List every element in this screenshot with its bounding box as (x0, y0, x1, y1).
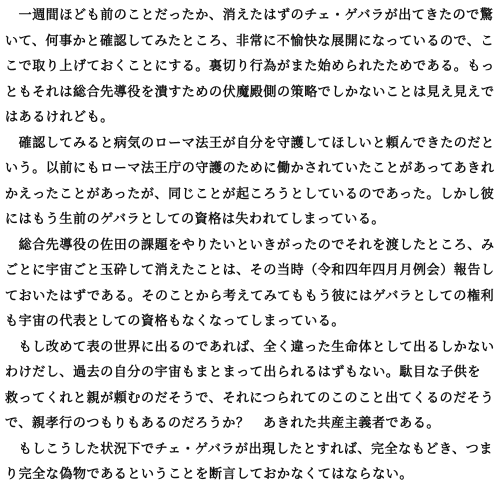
text-line: もし改めて表の世界に出るのであれば、全く違った生命体として出るしかない (5, 339, 495, 355)
text-line: り完全な偽物であるということを断言しておかなくてはならない。 (5, 467, 414, 482)
text-line: 総合先導役の佐田の課題をやりたいといきがったのでそれを渡したところ、み (5, 237, 495, 253)
text-line: 一週間ほども前のことだったか、消えたはずのチェ・ゲバラが出てきたので驚 (5, 8, 494, 23)
text-line: 確認してみると病気のローマ法王が自分を守護してほしいと頼んできたのだと (5, 135, 495, 151)
text-line: もしこうした状況下でチェ・ゲバラが出現したとすれば、完全なもどき、つま (5, 441, 493, 457)
text-line: も宇宙の代表としての資格もなくなってしまっている。 (5, 314, 346, 329)
text-line: ともそれは総合先導役を潰すための伏魔殿側の策略でしかないことは見え見えで (5, 84, 495, 100)
text-line: 救ってくれと親が頼むのだそうで、それにつられてのこのこと出てくるのだそう (5, 390, 495, 406)
text-line: わけだし、過去の自分の宇宙もまとまって出られるはずもない。駄目な子供を (5, 365, 482, 380)
text-line: かえったことがあったが、同じことが起ころうとしているのであった。しかし彼 (5, 186, 495, 202)
text-line: ごとに宇宙ごと玉砕して消えたことは、その当時（令和四年四月月例会）報告し (5, 263, 495, 278)
text-line: はあるけれども。 (5, 110, 114, 125)
document-body (5, 3, 499, 488)
text-line: いう。以前にもローマ法王庁の守護のために働かされていたことがあってあきれ (5, 161, 495, 176)
text-line: ておいたはずである。そのことから考えてみてももう彼にはゲバラとしての権利 (5, 288, 495, 304)
text-line: にはもう生前のゲバラとしての資格は失われてしまっている。 (5, 212, 386, 227)
text-line: こで取り上げておくことにする。裏切り行為がまた始められたためである。もっ (5, 59, 495, 74)
text-line: で、親孝行のつもりもあるのだろうか？ あきれた共産主義者である。 (5, 416, 440, 431)
text-line: いて、何事かと確認してみたところ、非常に不愉快な展開になっているので、こ (5, 33, 495, 49)
